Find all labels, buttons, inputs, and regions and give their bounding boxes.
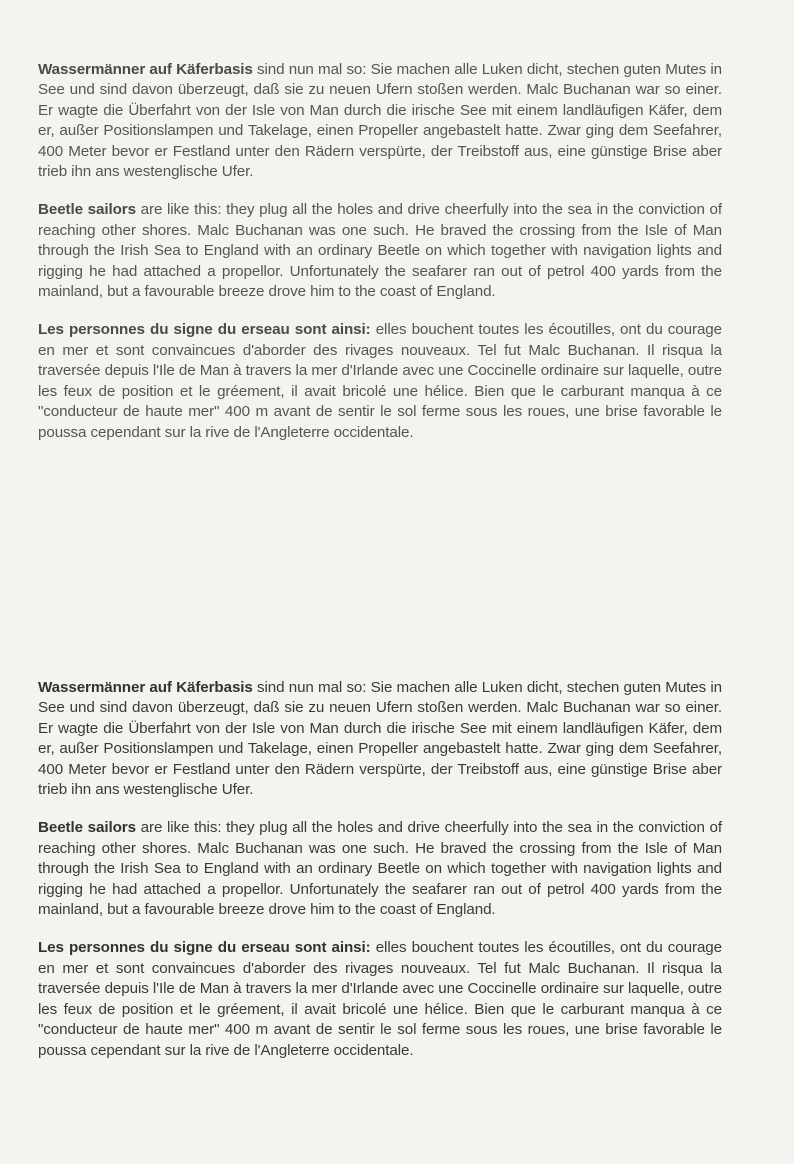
paragraph-lead: Beetle sailors <box>38 201 136 219</box>
text-block-top <box>38 60 722 443</box>
paragraph-body: elles bouchent toutes les écoutilles, ont du courage en mer et sont convaincues d'aborder des rivages nouveaux. Tel fut Malc Buchanan. Il risqua la traversée depuis l'Ile de Man à travers la mer d'Irlande avec une Coccinelle ordinaire sur laquelle, outre les feux de position et le gréement, il avait bricolé une hélice. Bien que le carburant manqua à ce "conducteur de haute mer" 400 m avant de sentir le sol ferme sous les roues, une brise favorable le poussa cependant sur la rive de l'Angleterre occidentale. <box>38 939 722 1059</box>
paragraph-lead: Les personnes du signe du erseau sont ainsi: <box>38 321 371 339</box>
paragraph-lead: Les personnes du signe du erseau sont ainsi: <box>38 939 371 957</box>
paragraph-english <box>38 818 722 920</box>
paragraph-body: elles bouchent toutes les écoutilles, ont du courage en mer et sont convaincues d'aborder des rivages nouveaux. Tel fut Malc Buchanan. Il risqua la traversée depuis l'Ile de Man à travers la mer d'Irlande avec une Coccinelle ordinaire sur laquelle, outre les feux de position et le gréement, il avait bricolé une hélice. Bien que le carburant manqua à ce "conducteur de haute mer" 400 m avant de sentir le sol ferme sous les roues, une brise favorable le poussa cependant sur la rive de l'Angleterre occidentale. <box>38 321 722 441</box>
paragraph-lead: Beetle sailors <box>38 819 136 837</box>
paragraph-french <box>38 320 722 442</box>
paragraph-german <box>38 60 722 182</box>
paragraph-french <box>38 938 722 1060</box>
paragraph-body: are like this: they plug all the holes and drive cheerfully into the sea in the conviction of reaching other shores. Malc Buchanan was one such. He braved the crossing from the Isle of Man through the Irish Sea to England with an ordinary Beetle on which together with navigation lights and rigging he had attached a propellor. Unfortunately the seafarer ran out of petrol 400 yards from the mainland, but a favourable breeze drove him to the coast of England. <box>38 201 722 301</box>
paragraph-lead: Wassermänner auf Käferbasis <box>38 61 253 78</box>
paragraph-body: are like this: they plug all the holes and drive cheerfully into the sea in the conviction of reaching other shores. Malc Buchanan was one such. He braved the crossing from the Isle of Man through the Irish Sea to England with an ordinary Beetle on which together with navigation lights and rigging he had attached a propellor. Unfortunately the seafarer ran out of petrol 400 yards from the mainland, but a favourable breeze drove him to the coast of England. <box>38 819 722 919</box>
paragraph-lead: Wassermänner auf Käferbasis <box>38 679 253 696</box>
paragraph-english <box>38 200 722 302</box>
paragraph-body: sind nun mal so: Sie machen alle Luken dicht, stechen guten Mutes in See und sind davon überzeugt, daß sie zu neuen Ufern stoßen werden. Malc Buchanan war so einer. Er wagte die Überfahrt von der Isle von Man durch die irische See mit einem landläufigen Käfer, dem er, außer Positionslampen und Takelage, einen Propeller angebastelt hatte. Zwar ging dem Seefahrer, 400 Meter bevor er Festland unter den Rädern verspürte, der Treibstoff aus, eine günstige Brise aber trieb ihn ans westenglische Ufer. <box>38 679 723 799</box>
paragraph-body: sind nun mal so: Sie machen alle Luken dicht, stechen guten Mutes in See und sind davon überzeugt, daß sie zu neuen Ufern stoßen werden. Malc Buchanan war so einer. Er wagte die Überfahrt von der Isle von Man durch die irische See mit einem landläufigen Käfer, dem er, außer Positionslampen und Takelage, einen Propeller angebastelt hatte. Zwar ging dem Seefahrer, 400 Meter bevor er Festland unter den Rädern verspürte, der Treibstoff aus, eine günstige Brise aber trieb ihn ans westenglische Ufer. <box>38 61 723 181</box>
text-block-bottom <box>38 678 722 1061</box>
paragraph-german <box>38 678 722 800</box>
